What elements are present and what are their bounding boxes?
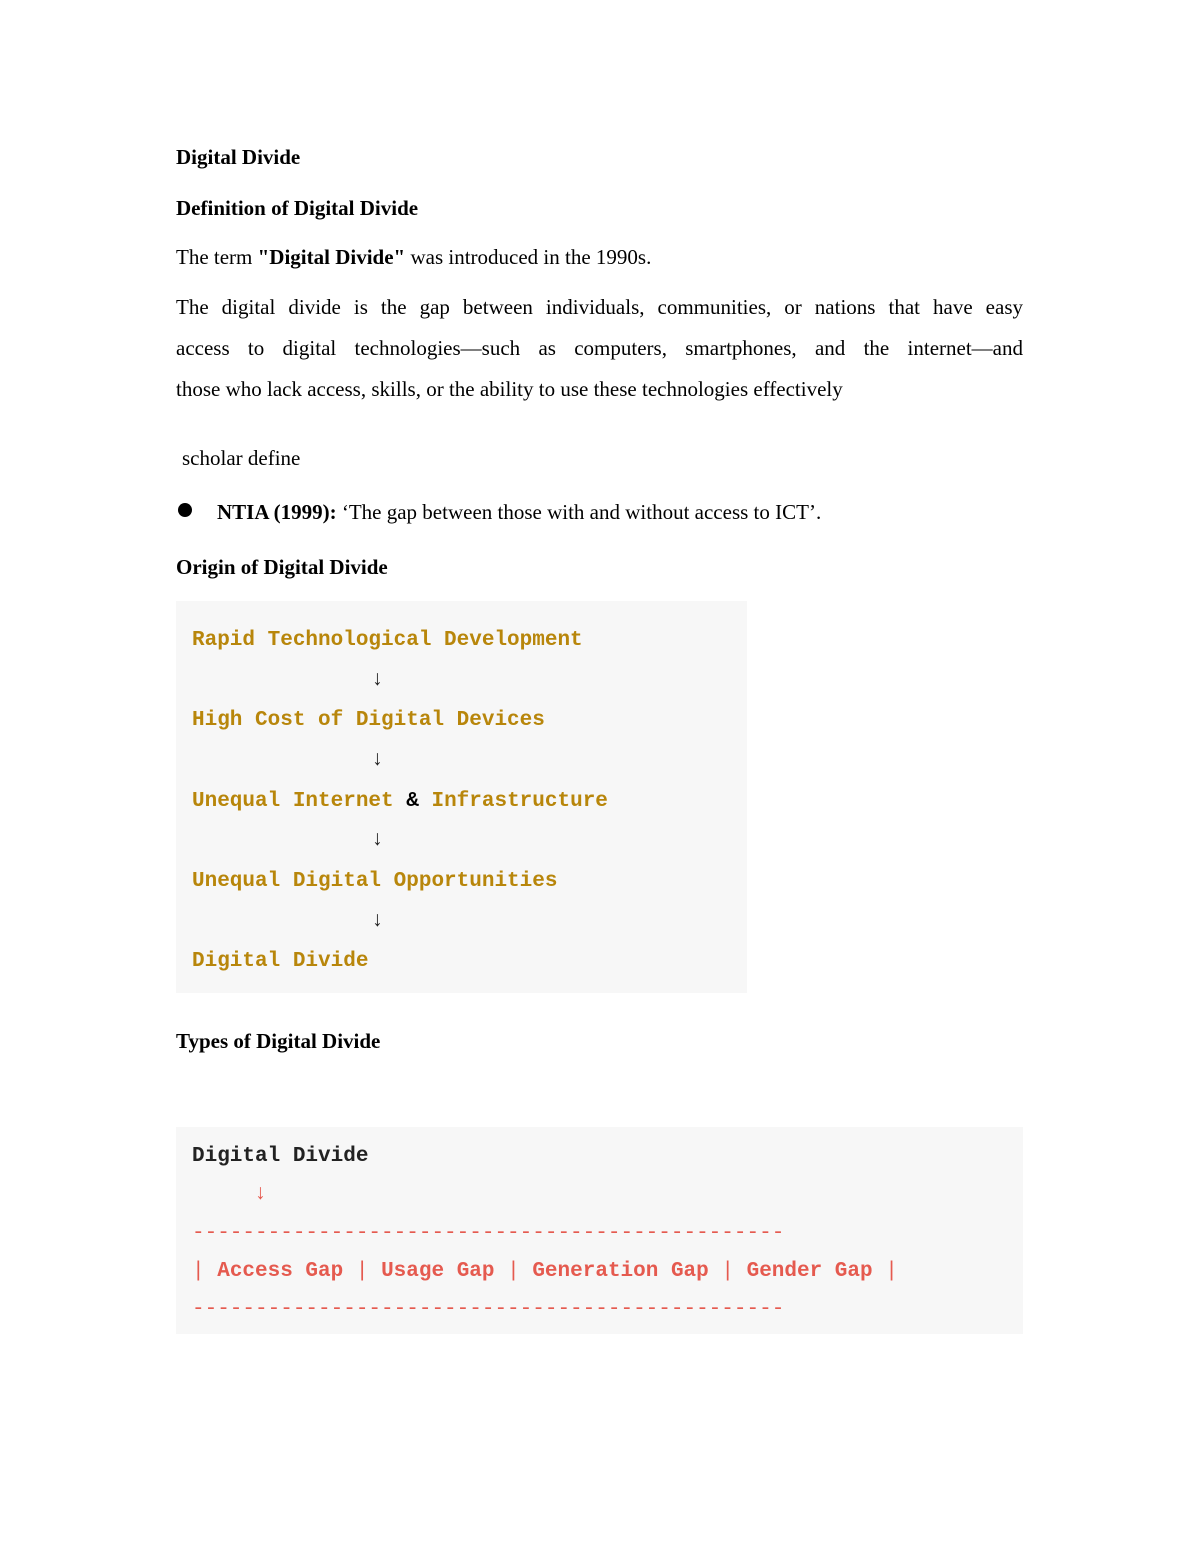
flow-step-3-part-b: Infrastructure [431,790,608,813]
flow-step-2: High Cost of Digital Devices [192,709,545,732]
type-usage-gap: Usage Gap [381,1260,495,1283]
flow-step-5: Digital Divide [192,950,369,973]
types-rule-bottom: ----------------------------------------------- [192,1298,785,1321]
down-arrow-icon: ↓ [254,1183,267,1206]
types-rule-top: ----------------------------------------------- [192,1222,785,1245]
type-gender-gap: Gender Gap [746,1260,873,1283]
definition-line-3: those who lack access, skills, or the ability to use these technologies effectively [176,377,843,401]
bullet-dot-icon [178,503,192,517]
term-line [176,245,651,269]
types-root: Digital Divide [192,1145,369,1168]
origin-heading: Origin of Digital Divide [176,555,388,579]
document-title: Digital Divide [176,145,301,169]
flow-step-3-part-a: Unequal Internet [192,790,394,813]
definition-paragraph [176,287,1023,410]
bullet-source: NTIA (1999): [217,500,337,524]
separator: | [507,1260,520,1283]
definition-line-1: The digital divide is the gap between individuals, communities, or nations that have easy [176,295,1023,319]
definition-heading: Definition of Digital Divide [176,196,419,220]
term-prefix: The term [176,245,258,269]
bullet-item [217,500,821,524]
down-arrow-icon: ↓ [371,829,384,852]
down-arrow-icon: ↓ [371,749,384,772]
flow-step-3-ampersand: & [406,790,419,813]
origin-flow-box [176,601,747,993]
types-heading: Types of Digital Divide [176,1029,381,1053]
separator: | [885,1260,898,1283]
term-name: "Digital Divide" [257,245,406,269]
down-arrow-icon: ↓ [371,669,384,692]
type-generation-gap: Generation Gap [532,1260,709,1283]
bullet-quote: ‘The gap between those with and without access to ICT’. [336,500,822,524]
definition-line-2: access to digital technologies—such as computers, smartphones, and the internet—and [176,336,1023,360]
flow-step-4: Unequal Digital Opportunities [192,870,558,893]
separator: | [721,1260,734,1283]
types-diagram-box [176,1127,1023,1334]
scholar-label: scholar define [182,446,301,470]
flow-step-1: Rapid Technological Development [192,629,583,652]
type-access-gap: Access Gap [217,1260,344,1283]
types-row [192,1260,898,1284]
separator: | [192,1260,205,1283]
term-suffix: was introduced in the 1990s. [405,245,652,269]
flow-step-3 [192,790,608,814]
down-arrow-icon: ↓ [371,910,384,933]
separator: | [355,1260,369,1283]
